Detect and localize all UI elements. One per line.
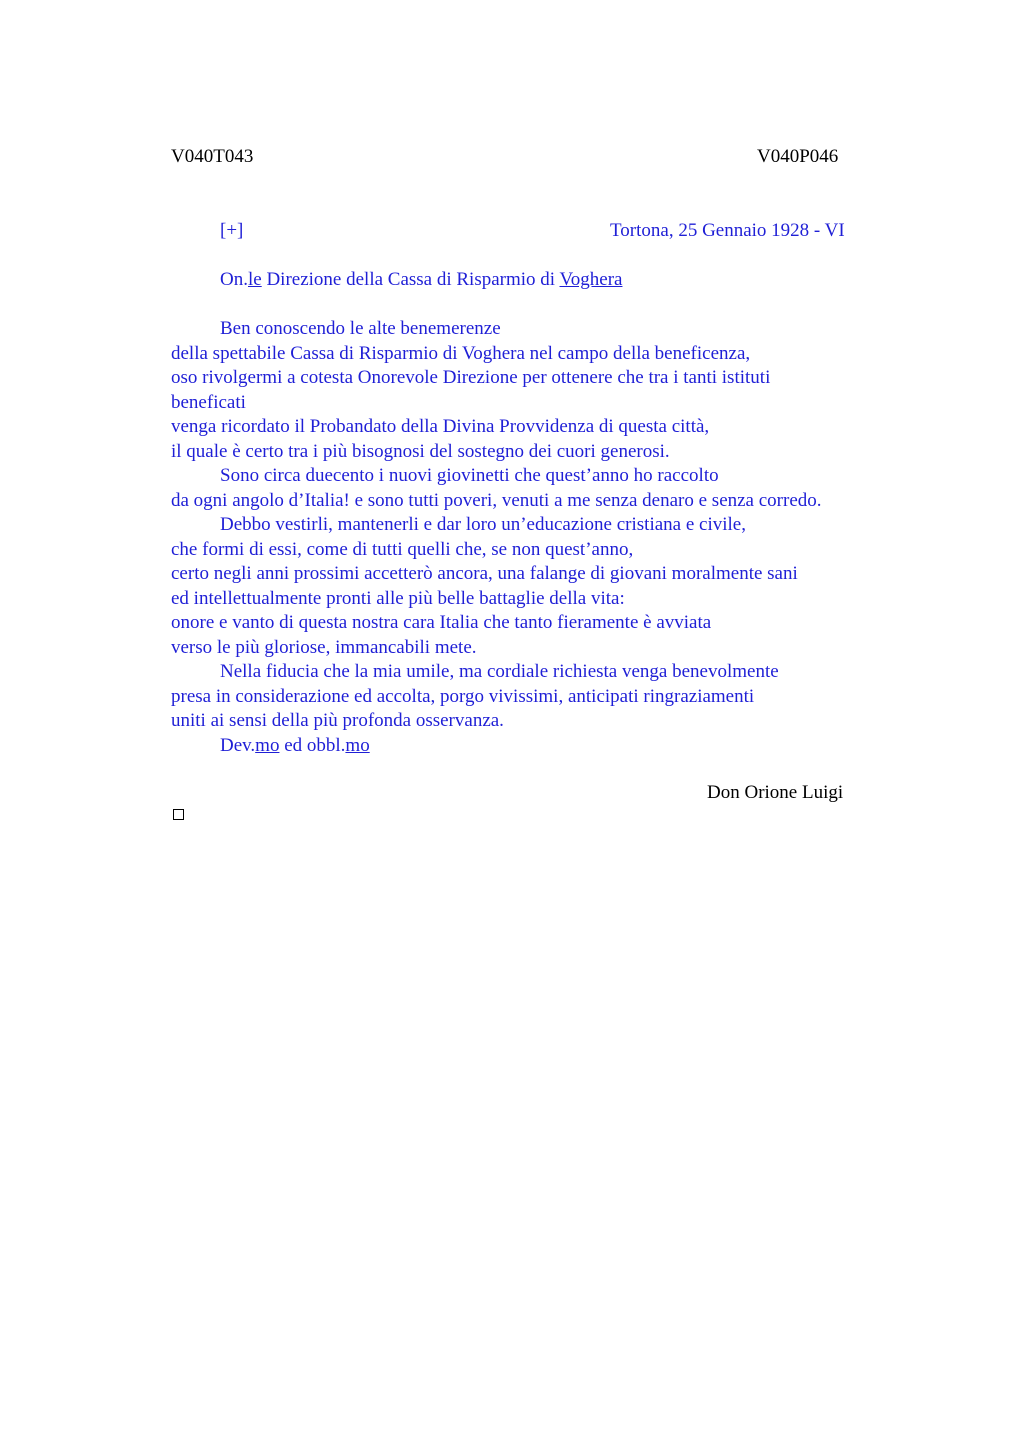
body-line: della spettabile Cassa di Risparmio di Voghera nel campo della beneficenza, (171, 342, 751, 364)
body-line: beneficati (171, 391, 246, 413)
body-line: onore e vanto di questa nostra cara Italia che tanto fieramente è avviata (171, 612, 712, 633)
body-line: presa in considerazione ed accolta, porgo vivissimi, anticipati ringraziamenti (171, 685, 755, 707)
closing-part: Dev. (220, 734, 256, 756)
body-line: Ben conoscendo le alte benemerenze (220, 318, 501, 339)
body-line: verso le più gloriose, immancabili mete. (171, 636, 477, 658)
body-line: ed intellettualmente pronti alle più belle battaglie della vita: (171, 587, 625, 609)
signature: Don Orione Luigi (707, 782, 844, 803)
place-date: Tortona, 25 Gennaio 1928 - VI (610, 220, 845, 241)
salutation-abbrev-underlined: le (247, 269, 262, 290)
body-line: Nella fiducia che la mia umile, ma cordiale richiesta venga benevolmente (220, 661, 779, 682)
salutation-place-underlined: Voghera (559, 269, 623, 290)
body-line: Sono circa duecento i nuovi giovinetti che quest’anno ho raccolto (220, 465, 719, 486)
letter-body (171, 317, 822, 758)
body-line: certo negli anni prossimi accetterò ancora, una falange di giovani moralmente sani (171, 563, 798, 584)
body-line: venga ricordato il Probandato della Divina Provvidenza di questa città, (171, 416, 710, 437)
closing-part: ed obbl. (279, 734, 346, 756)
body-line: Debbo vestirli, mantenerli e dar loro un’educazione cristiana e civile, (220, 514, 746, 535)
body-line: da ogni angolo d’Italia! e sono tutti poveri, venuti a me senza denaro e senza corredo. (171, 489, 822, 511)
salutation (220, 269, 622, 291)
body-line: oso rivolgermi a cotesta Onorevole Direzione per ottenere che tra i tanti istituti (171, 367, 771, 388)
closing-abbrev-underlined: mo (345, 734, 370, 756)
document-code-right: V040P046 (757, 146, 839, 167)
body-line: il quale è certo tra i più bisognosi del sostegno dei cuori generosi. (171, 440, 670, 462)
body-line: che formi di essi, come di tutti quelli che, se non quest’anno, (171, 538, 634, 560)
closing-line (171, 734, 822, 759)
salutation-part: On. (220, 269, 248, 290)
closing-abbrev-underlined: mo (255, 734, 280, 756)
body-line: uniti ai sensi della più profonda osservanza. (171, 710, 504, 731)
cross-mark: [+] (220, 220, 244, 241)
end-square-icon (173, 809, 184, 820)
document-code-left: V040T043 (171, 146, 254, 167)
salutation-part: Direzione della Cassa di Risparmio di (261, 269, 560, 290)
